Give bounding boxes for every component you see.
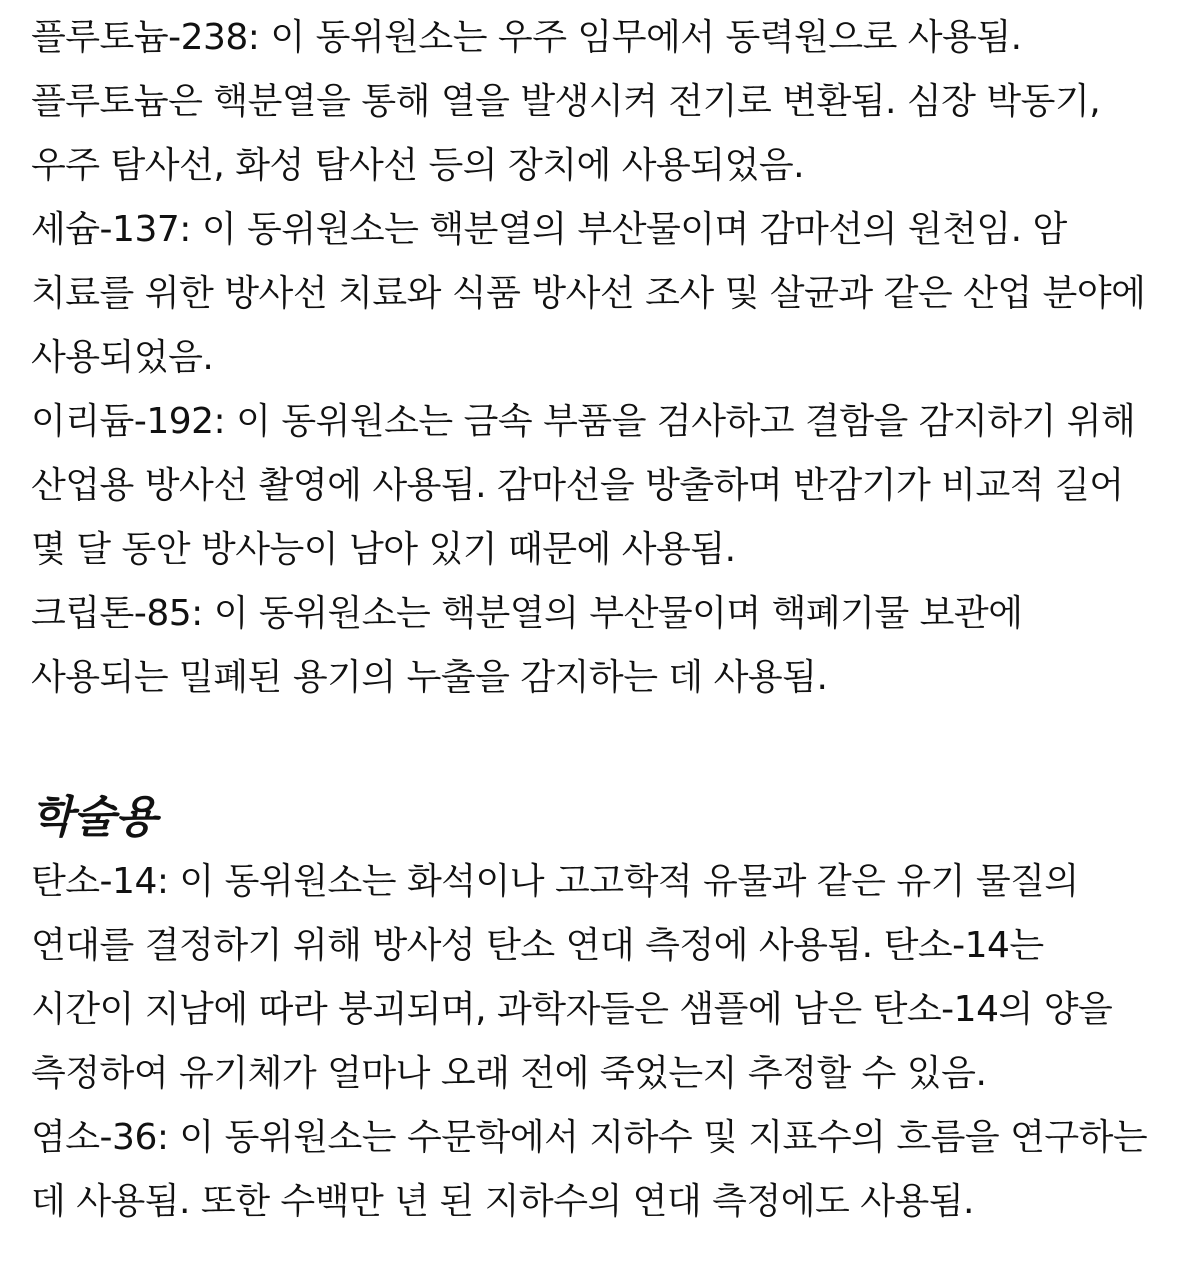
paragraph-plutonium: 플루토늄-238: 이 동위원소는 우주 임무에서 동력원으로 사용됨. 플루토늄은 핵분열을 통해 열을 발생시켜 전기로 변환됨. 심장 박동기, 우주 탐사선, 화성 탐사선 등의 장치에 사용되었음. [31,17,1101,186]
paragraph-chlorine: 염소-36: 이 동위원소는 수문학에서 지하수 및 지표수의 흐름을 연구하는 데 사용됨. 또한 수백만 년 된 지하수의 연대 측정에도 사용됨. [31,1117,1148,1222]
paragraph-carbon: 탄소-14: 이 동위원소는 화석이나 고고학적 유물과 같은 유기 물질의 연대를 결정하기 위해 방사성 탄소 연대 측정에 사용됨. 탄소-14는 시간이 지남에 따라 붕괴되며, 과학자들은 샘플에 남은 탄소-14의 양을 측정하여 유기체가 얼마나 오래 전에 죽었는지 추정할 수 있음. [31,861,1113,1094]
paragraph-cesium: 세슘-137: 이 동위원소는 핵분열의 부산물이며 감마선의 원천임. 암 치료를 위한 방사선 치료와 식품 방사선 조사 및 살균과 같은 산업 분야에 사용되었음. [31,209,1146,378]
paragraph-krypton: 크립톤-85: 이 동위원소는 핵분열의 부산물이며 핵폐기물 보관에 사용되는 밀폐된 용기의 누출을 감지하는 데 사용됨. [31,593,1023,698]
document-body [31,6,1149,1234]
paragraph-iridium: 이리듐-192: 이 동위원소는 금속 부품을 검사하고 결함을 감지하기 위해 산업용 방사선 촬영에 사용됨. 감마선을 방출하며 반감기가 비교적 길어 몇 달 동안 방사능이 남아 있기 때문에 사용됨. [31,401,1136,570]
section-heading-academic: 학술용 [31,792,158,843]
section-spacer [31,710,1149,786]
